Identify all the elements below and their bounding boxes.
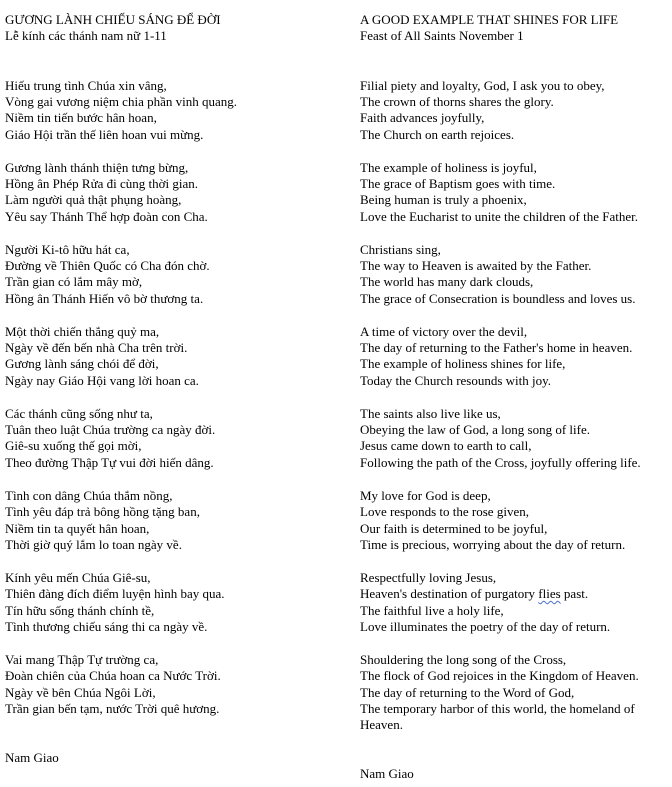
- vietnamese-stanza-1: [5, 78, 350, 144]
- poem-line: Being human is truly a phoenix,: [360, 192, 527, 208]
- poem-line: Ngày về bên Chúa Ngôi Lời,: [5, 684, 156, 700]
- poem-line: Faith advances joyfully,: [360, 110, 485, 126]
- english-author: Nam Giao: [360, 766, 414, 782]
- poem-line: Đường về Thiên Quốc có Cha đón chờ.: [5, 258, 210, 274]
- english-stanza-6: [360, 488, 670, 554]
- poem-line: Tình yêu đáp trả bông hồng tặng ban,: [5, 504, 200, 520]
- poem-line: Tuân theo luật Chúa trường ca ngày đời.: [5, 422, 216, 438]
- vietnamese-stanza-4: [5, 324, 350, 390]
- poem-line: The faithful live a holy life,: [360, 602, 504, 618]
- english-stanza-5: [360, 406, 670, 472]
- poem-line: Hồng ân Thánh Hiến vô bờ thương ta.: [5, 290, 204, 306]
- poem-line: The day of returning to the Word of God,: [360, 684, 575, 700]
- poem-line: Giê-su xuống thế gọi mời,: [5, 438, 142, 454]
- poem-line: Giáo Hội trần thế liên hoan vui mừng.: [5, 126, 204, 142]
- vietnamese-stanza-8: [5, 652, 350, 718]
- poem-line: Filial piety and loyalty, God, I ask you to obey,: [360, 77, 605, 93]
- poem-line: Niềm tin tiến bước hân hoan,: [5, 110, 157, 126]
- poem-line: Following the path of the Cross, joyfully offering life.: [360, 454, 641, 470]
- vietnamese-author: Nam Giao: [5, 749, 59, 765]
- english-stanza-2: [360, 160, 670, 226]
- poem-line: Đoàn chiên của Chúa hoan ca Nước Trời.: [5, 668, 221, 684]
- poem-line: The flock of God rejoices in the Kingdom of Heaven.: [360, 668, 639, 684]
- poem-line: Yêu say Thánh Thể hợp đoàn con Cha.: [5, 208, 208, 224]
- poem-line: Tín hữu sống thánh chính tề,: [5, 602, 155, 618]
- poem-line: Theo đường Thập Tự vui đời hiến dâng.: [5, 454, 214, 470]
- poem-line: Ngày nay Giáo Hội vang lời hoan ca.: [5, 372, 199, 388]
- poem-line: Vai mang Thập Tự trường ca,: [5, 651, 159, 667]
- poem-line: Các thánh cũng sống như ta,: [5, 405, 153, 421]
- english-header: [360, 12, 670, 45]
- english-stanza-3: [360, 242, 670, 308]
- vietnamese-title: GƯƠNG LÀNH CHIẾU SÁNG ĐỂ ĐỜI: [5, 12, 221, 27]
- poem-line: The grace of Baptism goes with time.: [360, 176, 556, 192]
- poem-line: Today the Church resounds with joy.: [360, 372, 552, 388]
- poem-line: Jesus came down to earth to call,: [360, 438, 532, 454]
- poem-line: Ngày về đến bến nhà Cha trên trời.: [5, 340, 188, 356]
- poem-line: Obeying the law of God, a long song of life.: [360, 422, 590, 438]
- poem-line: Thiên đàng đích điểm luyện hình bay qua.: [5, 586, 225, 602]
- poem-line: Tình con dâng Chúa thắm nồng,: [5, 487, 173, 503]
- poem-line: The temporary harbor of this world, the homeland of Heaven.: [360, 700, 635, 733]
- poem-line: Gương lành sáng chói để đời,: [5, 356, 159, 372]
- poem-line: Gương lành thánh thiện tưng bừng,: [5, 159, 189, 175]
- poem-line: Our faith is determined to be joyful,: [360, 520, 548, 536]
- poem-line: The example of holiness shines for life,: [360, 356, 566, 372]
- poem-line: Love the Eucharist to unite the children of the Father.: [360, 208, 638, 224]
- vietnamese-stanza-5: [5, 406, 350, 472]
- english-stanza-4: [360, 324, 670, 390]
- vietnamese-header: [5, 12, 350, 45]
- poem-line: Một thời chiến thắng quỷ ma,: [5, 323, 160, 339]
- poem-line: Love responds to the rose given,: [360, 504, 529, 520]
- poem-line: The Church on earth rejoices.: [360, 126, 515, 142]
- poem-line: Trần gian có lắm mây mờ,: [5, 274, 143, 290]
- poem-line: Thời giờ quý lắm lo toan ngày về.: [5, 536, 182, 552]
- poem-line: The grace of Consecration is boundless and loves us.: [360, 290, 636, 306]
- poem-line: Respectfully loving Jesus,: [360, 569, 497, 585]
- poem-line: Shouldering the long song of the Cross,: [360, 651, 567, 667]
- poem-line: The crown of thorns shares the glory.: [360, 94, 554, 110]
- vietnamese-stanza-2: [5, 160, 350, 226]
- english-stanza-8: [360, 652, 670, 734]
- poem-line: Người Ki-tô hữu hát ca,: [5, 241, 130, 257]
- poem-line: Love illuminates the poetry of the day of return.: [360, 618, 611, 634]
- poem-line: Vòng gai vương niệm chia phần vinh quang.: [5, 94, 237, 110]
- poem-line: Christians sing,: [360, 241, 441, 257]
- poem-line: Hiếu trung tình Chúa xin vâng,: [5, 77, 167, 93]
- poem-line: The way to Heaven is awaited by the Father.: [360, 258, 592, 274]
- poem-line: Tình thương chiếu sáng thi ca ngày về.: [5, 618, 208, 634]
- vietnamese-stanza-7: [5, 570, 350, 636]
- poem-line: My love for God is deep,: [360, 487, 491, 503]
- vietnamese-column: [5, 12, 350, 766]
- english-stanza-7: [360, 570, 670, 636]
- poem-line: The example of holiness is joyful,: [360, 159, 537, 175]
- poem-line: The day of returning to the Father's home in heaven.: [360, 340, 633, 356]
- poem-line: Time is precious, worrying about the day of return.: [360, 536, 626, 552]
- poem-line-spellcheck: [360, 586, 670, 602]
- english-title: A GOOD EXAMPLE THAT SHINES FOR LIFE: [360, 12, 619, 27]
- poem-line: Hồng ân Phép Rửa đi cùng thời gian.: [5, 176, 199, 192]
- poem-line: Niềm tin ta quyết hân hoan,: [5, 520, 150, 536]
- poem-line: Kính yêu mến Chúa Giê-su,: [5, 569, 151, 585]
- vietnamese-stanza-3: [5, 242, 350, 308]
- spellcheck-suffix: past.: [560, 586, 589, 602]
- spellcheck-word[interactable]: flies: [538, 586, 561, 602]
- poem-line: The saints also live like us,: [360, 405, 501, 421]
- english-column: [360, 12, 670, 783]
- vietnamese-subtitle: Lễ kính các thánh nam nữ 1-11: [5, 28, 167, 44]
- vietnamese-stanza-6: [5, 488, 350, 554]
- poem-line: Làm người quả thật phụng hoàng,: [5, 192, 182, 208]
- english-stanza-1: [360, 78, 670, 144]
- english-subtitle: Feast of All Saints November 1: [360, 28, 524, 44]
- poem-line: The world has many dark clouds,: [360, 274, 534, 290]
- poem-line: A time of victory over the devil,: [360, 323, 528, 339]
- poem-line: Trần gian bến tạm, nước Trời quê hương.: [5, 700, 220, 716]
- spellcheck-prefix: Heaven's destination of purgatory: [360, 586, 539, 602]
